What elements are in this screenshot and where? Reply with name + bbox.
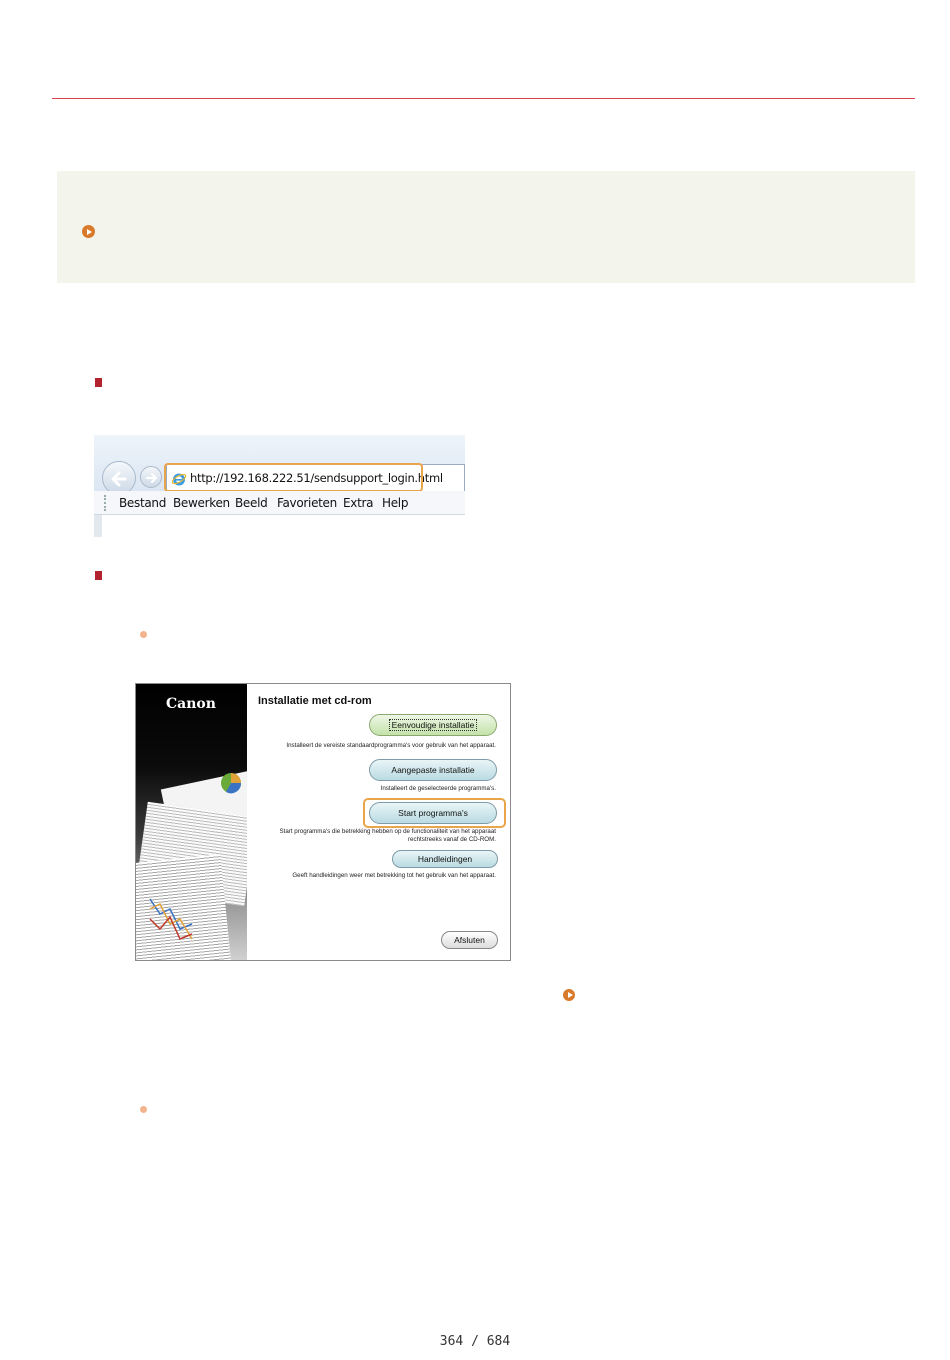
- canon-logo: Canon: [166, 696, 216, 712]
- manuals-desc: Geeft handleidingen weer met betrekking tot het gebruik van het apparaat.: [292, 872, 496, 879]
- browser-screenshot: [94, 435, 465, 537]
- menu-item-bestand[interactable]: Bestand: [119, 496, 167, 510]
- easy-install-button[interactable]: [369, 714, 497, 736]
- address-highlight: [164, 463, 423, 492]
- manuals-button[interactable]: Handleidingen: [392, 850, 498, 868]
- easy-install-label: Eenvoudige installatie: [389, 719, 478, 731]
- pie-chart-icon: [216, 769, 246, 797]
- section-bullet-icon: [95, 571, 102, 580]
- back-arrow-icon[interactable]: [102, 461, 136, 495]
- forward-arrow-icon[interactable]: [140, 466, 162, 488]
- start-programs-desc-line2: rechtstreeks vanaf de CD-ROM.: [407, 836, 496, 843]
- installer-title: Installatie met cd-rom: [258, 695, 372, 707]
- sub-bullet-icon: [140, 1106, 147, 1113]
- installer-window: [135, 683, 511, 961]
- menu-item-bewerken[interactable]: Bewerken: [173, 496, 230, 510]
- menu-item-help[interactable]: Help: [382, 496, 409, 510]
- link-arrow-icon[interactable]: [563, 989, 575, 1001]
- close-button[interactable]: Afsluten: [441, 931, 498, 949]
- sub-bullet-icon: [140, 631, 147, 638]
- start-programs-button[interactable]: Start programma's: [369, 802, 497, 824]
- note-box: [57, 171, 915, 283]
- custom-install-button[interactable]: Aangepaste installatie: [369, 759, 497, 781]
- start-programs-highlight: [363, 798, 506, 828]
- header-rule: [52, 98, 915, 99]
- browser-page-area: [94, 515, 465, 537]
- address-url[interactable]: http://192.168.222.51/sendsupport_login.html: [190, 471, 443, 485]
- section-bullet-icon: [95, 378, 102, 387]
- line-chart-icon: [148, 889, 198, 949]
- installer-sidebar: [136, 684, 247, 960]
- link-arrow-icon[interactable]: [82, 225, 95, 238]
- page-number: 364 / 684: [439, 1334, 511, 1349]
- menu-grip-icon: [104, 495, 106, 511]
- menu-item-beeld[interactable]: Beeld: [235, 496, 268, 510]
- menu-item-extra[interactable]: Extra: [343, 496, 374, 510]
- easy-install-desc: Installeert de vereiste standaardprogramma's voor gebruik van het apparaat.: [286, 742, 496, 749]
- menu-item-favorieten[interactable]: Favorieten: [277, 496, 337, 510]
- custom-install-desc: Installeert de geselecteerde programma's.: [380, 785, 496, 792]
- menu-bar: [94, 491, 465, 515]
- start-programs-desc-line1: Start programma's die betrekking hebben op de functionaliteit van het apparaat: [279, 828, 496, 835]
